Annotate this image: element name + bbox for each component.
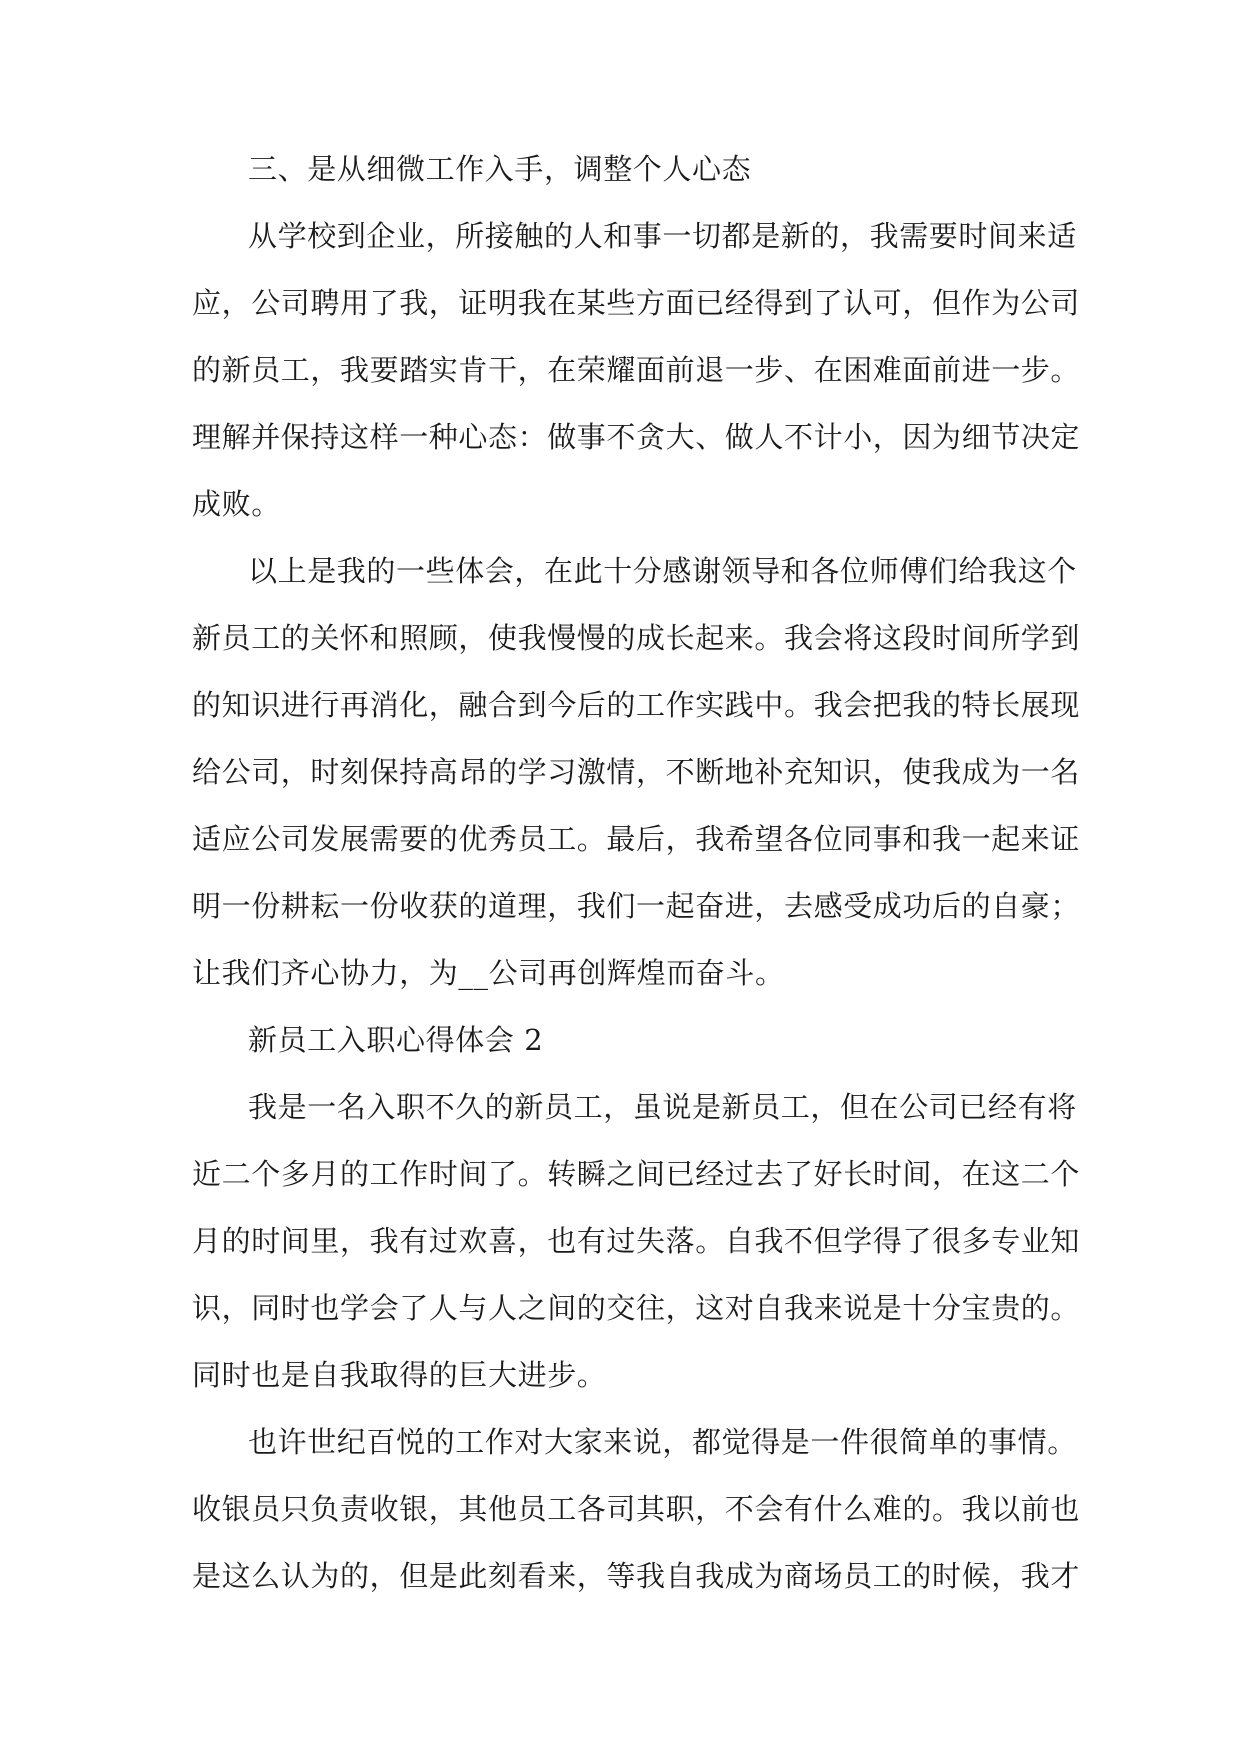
paragraph-line: 成败。 — [192, 487, 281, 521]
paragraph-line: 近二个多月的工作时间了。转瞬之间已经过去了好长时间，在这二个 — [192, 1157, 1081, 1191]
paragraph-line: 明一份耕耘一份收获的道理，我们一起奋进，去感受成功后的自豪； — [192, 889, 1081, 923]
paragraph-line: 从学校到企业，所接触的人和事一切都是新的，我需要时间来适 — [248, 219, 1077, 253]
paragraph-line: 同时也是自我取得的巨大进步。 — [192, 1358, 607, 1392]
paragraph-line: 新员工的关怀和照顾，使我慢慢的成长起来。我会将这段时间所学到 — [192, 621, 1081, 655]
section-title: 新员工入职心得体会 2 — [248, 1023, 544, 1057]
paragraph-line: 让我们齐心协力，为__公司再创辉煌而奋斗。 — [192, 956, 785, 990]
paragraph-line: 的知识进行再消化，融合到今后的工作实践中。我会把我的特长展现 — [192, 688, 1081, 722]
paragraph-line: 是这么认为的，但是此刻看来，等我自我成为商场员工的时候，我才 — [192, 1559, 1081, 1593]
paragraph-line: 也许世纪百悦的工作对大家来说，都觉得是一件很简单的事情。 — [248, 1425, 1077, 1459]
paragraph-line: 收银员只负责收银，其他员工各司其职，不会有什么难的。我以前也 — [192, 1492, 1081, 1526]
section-heading: 三、是从细微工作入手，调整个人心态 — [248, 152, 752, 186]
paragraph-line: 月的时间里，我有过欢喜，也有过失落。自我不但学得了很多专业知 — [192, 1224, 1081, 1258]
paragraph-line: 应，公司聘用了我，证明我在某些方面已经得到了认可，但作为公司 — [192, 286, 1081, 320]
paragraph-line: 理解并保持这样一种心态：做事不贪大、做人不计小，因为细节决定 — [192, 420, 1081, 454]
document-body — [192, 152, 1081, 1593]
paragraph-line: 的新员工，我要踏实肯干，在荣耀面前退一步、在困难面前进一步。 — [192, 353, 1081, 387]
paragraph-line: 以上是我的一些体会，在此十分感谢领导和各位师傅们给我这个 — [248, 554, 1077, 588]
paragraph-line: 适应公司发展需要的优秀员工。最后，我希望各位同事和我一起来证 — [192, 822, 1081, 856]
paragraph-line: 我是一名入职不久的新员工，虽说是新员工，但在公司已经有将 — [248, 1090, 1077, 1124]
paragraph-line: 给公司，时刻保持高昂的学习激情，不断地补充知识，使我成为一名 — [192, 755, 1081, 789]
paragraph-line: 识，同时也学会了人与人之间的交往，这对自我来说是十分宝贵的。 — [192, 1291, 1081, 1325]
